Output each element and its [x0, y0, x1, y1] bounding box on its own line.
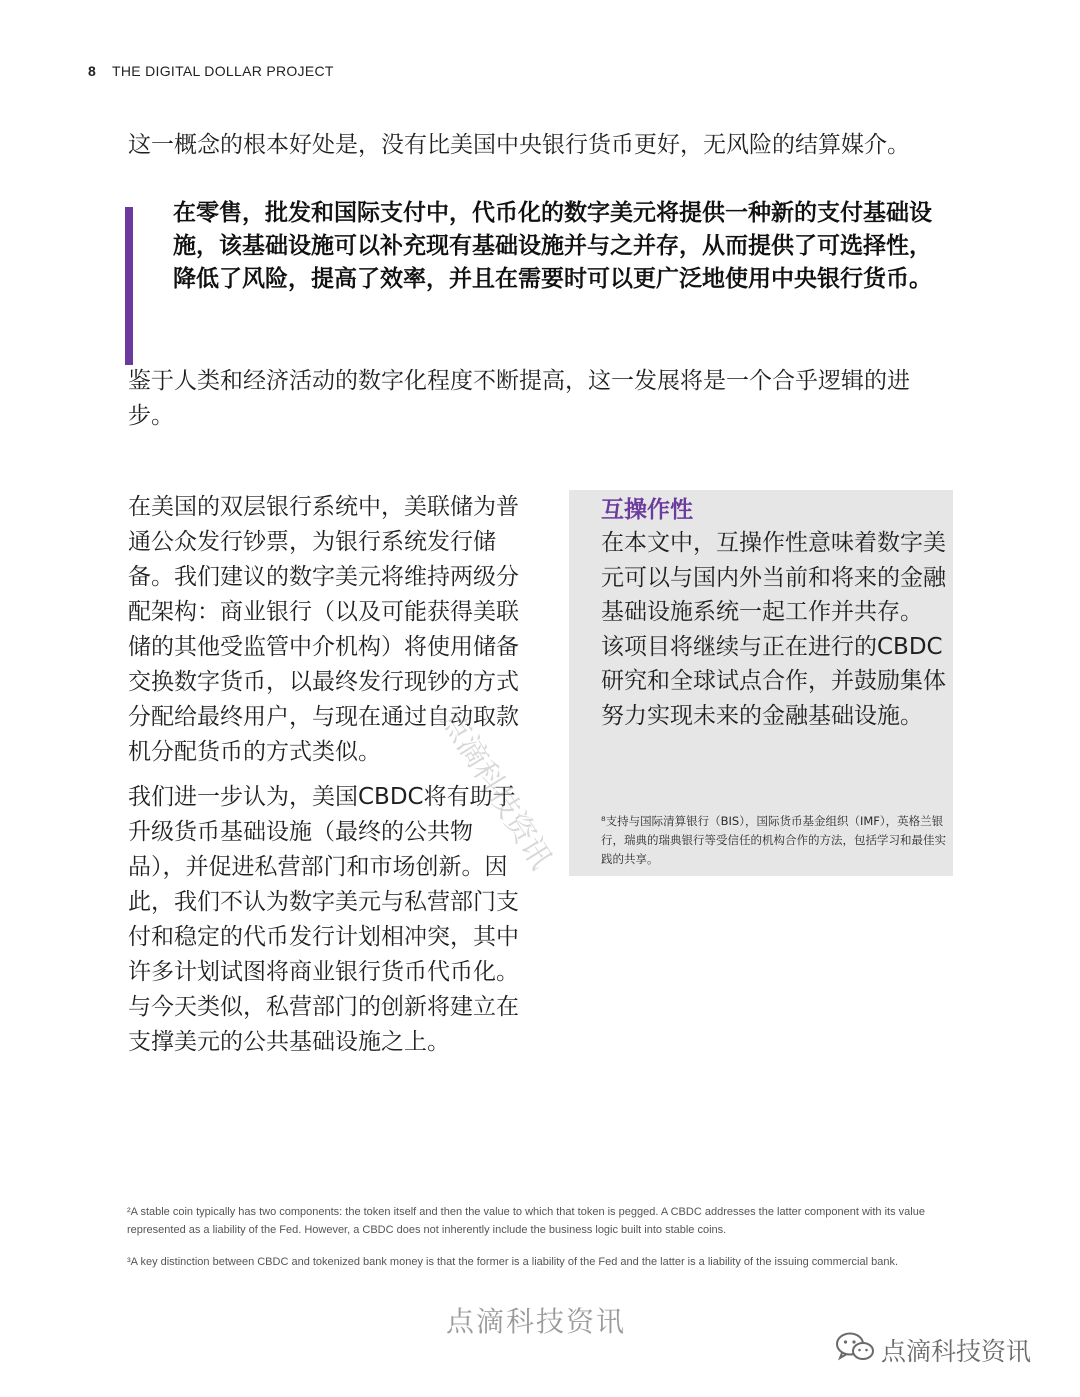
sidebox-body [601, 526, 951, 733]
diagonal-watermark: 点滴科技资讯 [433, 704, 559, 876]
intro-paragraph: 这一概念的根本好处是，没有比美国中央银行货币更好，无风险的结算媒介。 [128, 132, 910, 158]
sidebox-paragraph-2: 该项目将继续与正在进行的CBDC研究和全球试点合作，并鼓励集体努力实现未来的金融基础设施。 [601, 633, 946, 729]
left-paragraph-1: 在美国的双层银行系统中，美联储为普通公众发行钞票，为银行系统发行储备。我们建议的数字美元将维持两级分配架构：商业银行（以及可能获得美联储的其他受监管中介机构）将使用储备交换数字货币，以最终发行现钞的方式分配给最终用户，与现在通过自动取款机分配货币的方式类似。 [128, 494, 519, 765]
conclusion-paragraph: 鉴于人类和经济活动的数字化程度不断提高，这一发展将是一个合乎逻辑的进步。 [128, 368, 910, 429]
footnotes [127, 1203, 927, 1285]
sidebox-title: 互操作性 [601, 497, 693, 523]
footnote-2: ²A stable coin typically has two components: the token itself and then the value to which that token is pegged. A CBDC addresses the latter component with its value represented as a liability of the Fed. However, a CBDC does not inherently include the business logic built into stable coins. [127, 1206, 925, 1236]
bottom-watermark: 点滴科技资讯 [446, 1305, 627, 1338]
brand-badge [835, 1331, 1031, 1369]
wechat-icon [835, 1331, 881, 1369]
footnote-3: ³A key distinction between CBDC and tokenized bank money is that the former is a liability of the Fed and the latter is a liability of the issuing commercial bank. [127, 1256, 898, 1268]
left-paragraph-2: 我们进一步认为，美国CBDC将有助于升级货币基础设施（最终的公共物品），并促进私营部门和市场创新。因此，我们不认为数字美元与私营部门支付和稳定的代币发行计划相冲突，其中许多计划试图将商业银行货币代币化。与今天类似，私营部门的创新将建立在支撑美元的公共基础设施之上。 [128, 784, 519, 1055]
sidebox-footnote: ⁸支持与国际清算银行（BIS），国际货币基金组织（IMF），英格兰银行，瑞典的瑞典银行等受信任的机构合作的方法，包括学习和最佳实践的共享。 [601, 814, 946, 866]
brand-label: 点滴科技资讯 [881, 1337, 1032, 1366]
interoperability-sidebox [569, 490, 953, 876]
page-number: 8 [88, 63, 97, 79]
sidebox-paragraph-1: 在本文中，互操作性意味着数字美元可以与国内外当前和将来的金融基础设施系统一起工作并共存。 [601, 530, 946, 625]
document-title: THE DIGITAL DOLLAR PROJECT [112, 63, 334, 79]
pull-quote: 在零售，批发和国际支付中，代币化的数字美元将提供一种新的支付基础设施，该基础设施可以补充现有基础设施并与之并存，从而提供了可选择性，降低了风险，提高了效率，并且在需要时可以更广泛地使用中央银行货币。 [173, 200, 932, 292]
page-header [88, 63, 334, 79]
pull-quote-bar [125, 207, 133, 365]
